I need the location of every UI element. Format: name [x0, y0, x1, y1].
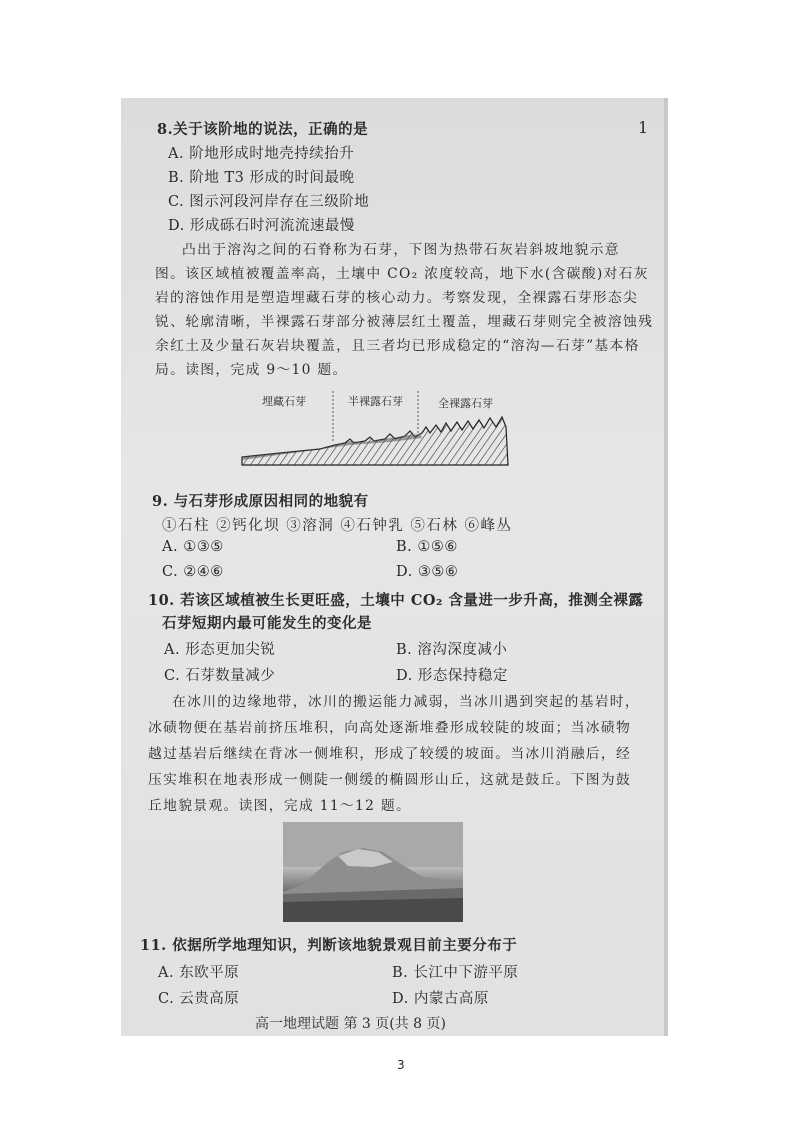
passage2-line-1: 在冰川的边缘地带，冰川的搬运能力减弱，当冰川遇到突起的基岩时，	[172, 694, 641, 710]
q8-option-b: B. 阶地 T3 形成的时间最晚	[168, 170, 355, 186]
drumlin-photo-illustration	[283, 822, 463, 922]
passage1-line-6: 局。读图，完成 9～10 题。	[155, 362, 348, 378]
q11-option-b: B. 长江中下游平原	[392, 965, 519, 981]
passage2-line-2: 冰碛物便在基岩前挤压堆积，向高处逐渐堆叠形成较陡的坡面；当冰碛物	[148, 720, 632, 736]
passage1-line-2: 图。该区域植被覆盖率高，土壤中 CO₂ 浓度较高，地下水(含碳酸)对石灰	[155, 266, 649, 282]
page-footer: 高一地理试题 第 3 页(共 8 页)	[255, 1016, 446, 1032]
question-8-stem: 8.关于该阶地的说法，正确的是	[157, 121, 369, 138]
q11-option-c: C. 云贵高原	[158, 991, 240, 1007]
q9-items: ①石柱 ②钙化坝 ③溶洞 ④石钟乳 ⑤石林 ⑥峰丛	[162, 518, 513, 534]
passage2-line-3: 越过基岩后继续在背冰一侧堆积，形成了较缓的坡面。当冰川消融后，经	[148, 746, 632, 762]
passage2-line-5: 丘地貌景观。读图，完成 11～12 题。	[148, 798, 412, 814]
adjacent-page-mark: 1	[638, 118, 649, 137]
label-buried-stone-teeth: 埋藏石芽	[262, 395, 306, 408]
q9-option-b: B. ①⑤⑥	[396, 539, 458, 555]
q10-option-d: D. 形态保持稳定	[396, 668, 508, 684]
q10-option-b: B. 溶沟深度减小	[396, 642, 508, 658]
question-10-stem-line-1: 10. 若该区域植被生长更旺盛，土壤中 CO₂ 含量进一步升高，推测全裸露	[148, 592, 644, 609]
question-11-stem: 11. 依据所学地理知识，判断该地貌景观目前主要分布于	[140, 937, 518, 954]
q10-option-a: A. 形态更加尖锐	[164, 642, 276, 658]
q8-option-a: A. 阶地形成时地壳持续抬升	[168, 146, 355, 162]
question-9-stem: 9. 与石芽形成原因相同的地貌有	[152, 493, 369, 510]
q11-option-a: A. 东欧平原	[158, 965, 240, 981]
karren-slope-diagram	[240, 385, 520, 470]
passage2-line-4: 压实堆积在地表形成一侧陡一侧缓的椭圆形山丘，这就是鼓丘。下图为鼓	[148, 772, 632, 788]
passage1-line-4: 锐、轮廓清晰，半裸露石芽部分被薄层红土覆盖，埋藏石芽则完全被溶蚀残	[155, 314, 654, 330]
passage1-line-5: 余红土及少量石灰岩块覆盖，且三者均已形成稳定的“溶沟—石芽”基本格	[155, 338, 640, 354]
q11-option-d: D. 内蒙古高原	[392, 991, 489, 1007]
q9-option-c: C. ②④⑥	[162, 564, 224, 580]
question-10-stem-line-2: 石芽短期内最可能发生的变化是	[162, 615, 372, 632]
page-number: 3	[397, 1058, 405, 1072]
q8-option-c: C. 图示河段河岸存在三级阶地	[168, 194, 370, 210]
q10-option-c: C. 石芽数量减少	[164, 668, 276, 684]
page-edge-shadow	[664, 98, 668, 1036]
passage1-line-1: 凸出于溶沟之间的石脊称为石芽，下图为热带石灰岩斜坡地貌示意	[182, 242, 620, 258]
q9-option-d: D. ③⑤⑥	[396, 564, 459, 580]
q8-option-d: D. 形成砾石时河流流速最慢	[168, 218, 355, 234]
label-semi-exposed-stone-teeth: 半裸露石芽	[348, 395, 403, 408]
q9-option-a: A. ①③⑤	[162, 539, 224, 555]
passage1-line-3: 岩的溶蚀作用是塑造埋藏石芽的核心动力。考察发现，全裸露石芽形态尖	[155, 290, 639, 306]
label-exposed-stone-teeth: 全裸露石芽	[438, 397, 493, 410]
drumlin-landscape-photo	[283, 822, 463, 922]
